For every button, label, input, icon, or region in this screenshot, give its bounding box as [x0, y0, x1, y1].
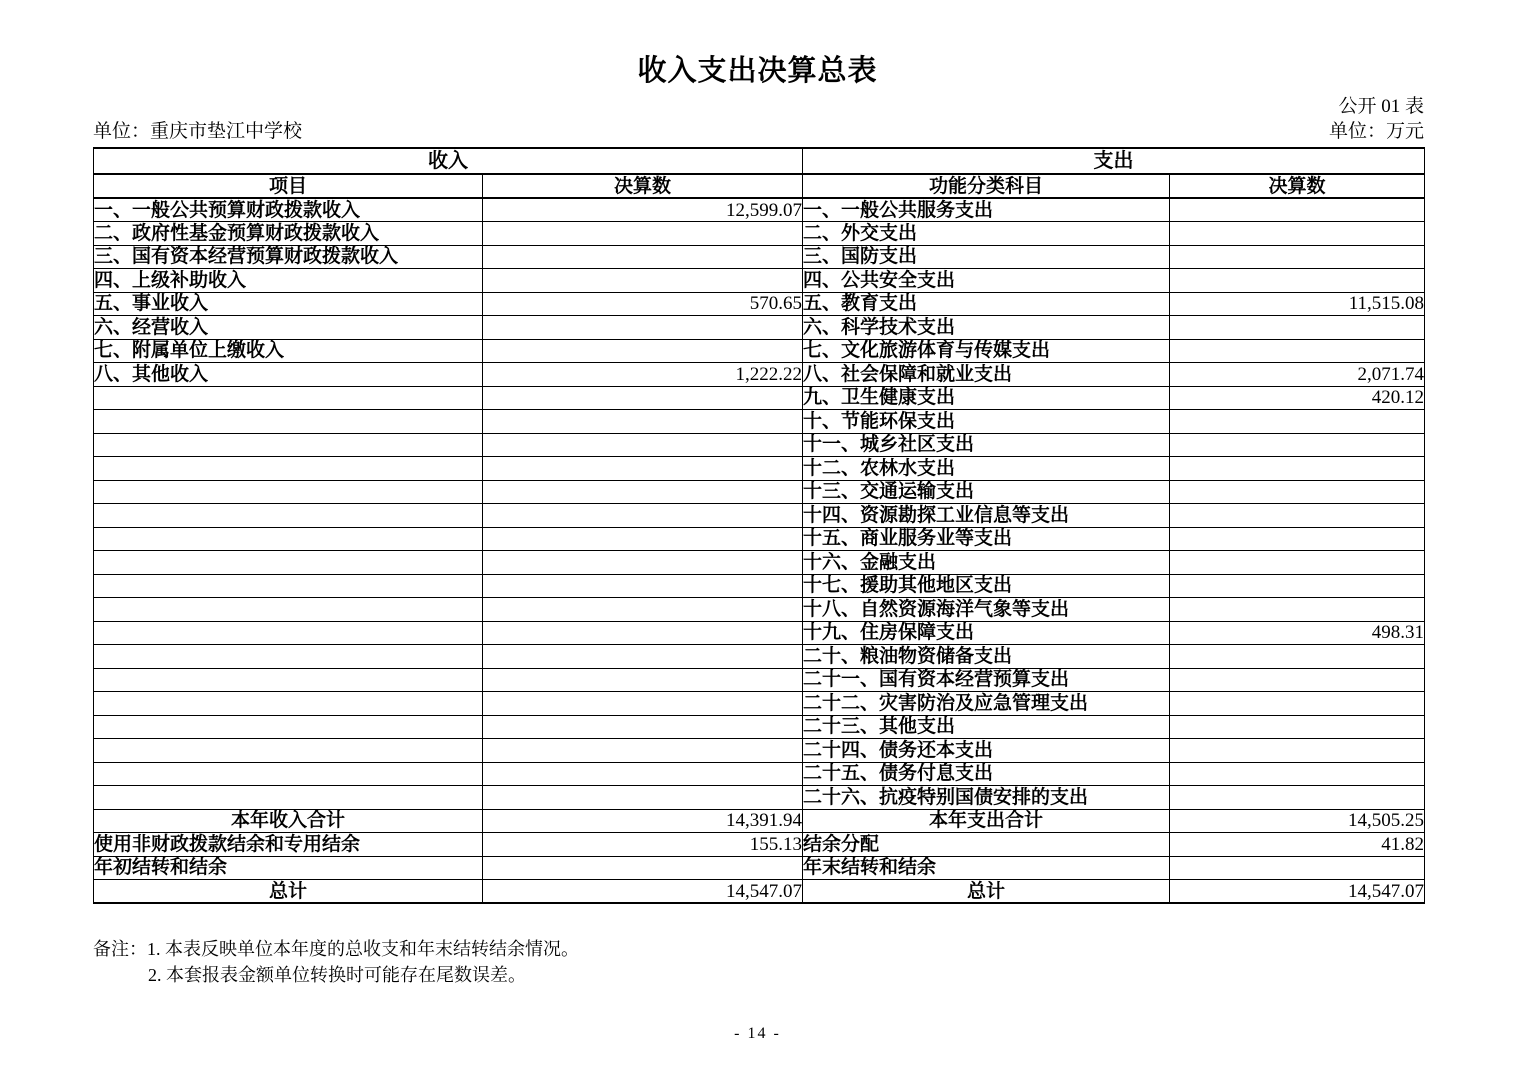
income-value-cell — [483, 386, 803, 410]
income-item-cell — [94, 480, 483, 504]
income-value-cell — [483, 410, 803, 434]
expense-item-cell: 十一、城乡社区支出 — [803, 433, 1170, 457]
income-value-cell — [483, 551, 803, 575]
income-value-cell — [483, 269, 803, 293]
expense-value-cell — [1170, 715, 1425, 739]
table-row — [94, 551, 1425, 575]
expense-item-cell: 十八、自然资源海洋气象等支出 — [803, 598, 1170, 622]
income-item-cell — [94, 457, 483, 481]
income-item-cell: 本年收入合计 — [94, 809, 483, 833]
unit-label: 单位：重庆市垫江中学校 — [93, 121, 303, 142]
income-value-cell — [483, 527, 803, 551]
table-row — [94, 480, 1425, 504]
income-item-cell: 七、附属单位上缴收入 — [94, 339, 483, 363]
income-item-cell: 五、事业收入 — [94, 292, 483, 316]
expense-item-cell: 结余分配 — [803, 833, 1170, 857]
income-value-header: 决算数 — [483, 174, 803, 198]
income-value-cell — [483, 598, 803, 622]
income-item-cell — [94, 786, 483, 810]
income-item-cell — [94, 527, 483, 551]
expense-value-cell: 420.12 — [1170, 386, 1425, 410]
income-value-cell: 14,391.94 — [483, 809, 803, 833]
income-item-cell: 年初结转和结余 — [94, 856, 483, 880]
income-value-cell — [483, 692, 803, 716]
expense-item-cell: 五、教育支出 — [803, 292, 1170, 316]
expense-item-cell: 一、一般公共服务支出 — [803, 198, 1170, 222]
income-item-cell — [94, 762, 483, 786]
table-row — [94, 339, 1425, 363]
expense-item-cell: 十六、金融支出 — [803, 551, 1170, 575]
income-item-cell — [94, 621, 483, 645]
expense-item-cell: 二十四、债务还本支出 — [803, 739, 1170, 763]
income-item-cell: 四、上级补助收入 — [94, 269, 483, 293]
table-column-header-row — [94, 174, 1425, 198]
expense-value-cell: 41.82 — [1170, 833, 1425, 857]
table-row — [94, 245, 1425, 269]
expense-item-cell: 二十六、抗疫特别国债安排的支出 — [803, 786, 1170, 810]
expense-item-cell: 十、节能环保支出 — [803, 410, 1170, 434]
expense-item-cell: 八、社会保障和就业支出 — [803, 363, 1170, 387]
expense-value-cell — [1170, 480, 1425, 504]
expense-item-cell: 二十三、其他支出 — [803, 715, 1170, 739]
income-value-cell: 14,547.07 — [483, 880, 803, 904]
table-code: 公开 01 表 — [1338, 96, 1424, 117]
expense-item-cell: 十三、交通运输支出 — [803, 480, 1170, 504]
table-footer-row — [94, 880, 1425, 904]
expense-value-cell — [1170, 762, 1425, 786]
expense-item-cell: 十二、农林水支出 — [803, 457, 1170, 481]
table-row — [94, 786, 1425, 810]
income-value-cell — [483, 786, 803, 810]
table-row — [94, 386, 1425, 410]
income-section-header: 收入 — [94, 148, 803, 174]
income-value-cell — [483, 433, 803, 457]
table-row — [94, 762, 1425, 786]
expense-value-cell: 498.31 — [1170, 621, 1425, 645]
page-number: - 14 - — [734, 1025, 781, 1042]
income-value-cell — [483, 668, 803, 692]
expense-value-cell — [1170, 574, 1425, 598]
income-value-cell: 155.13 — [483, 833, 803, 857]
expense-item-cell: 总计 — [803, 880, 1170, 904]
income-item-cell: 一、一般公共预算财政拨款收入 — [94, 198, 483, 222]
income-item-cell — [94, 504, 483, 528]
income-value-cell — [483, 245, 803, 269]
table-row — [94, 269, 1425, 293]
income-item-cell: 二、政府性基金预算财政拨款收入 — [94, 222, 483, 246]
income-item-cell — [94, 551, 483, 575]
income-value-cell: 570.65 — [483, 292, 803, 316]
expense-item-cell: 六、科学技术支出 — [803, 316, 1170, 340]
income-item-cell: 八、其他收入 — [94, 363, 483, 387]
table-row — [94, 292, 1425, 316]
expense-item-cell: 三、国防支出 — [803, 245, 1170, 269]
income-item-header: 项目 — [94, 174, 483, 198]
income-item-cell: 三、国有资本经营预算财政拨款收入 — [94, 245, 483, 269]
income-value-cell — [483, 504, 803, 528]
income-value-cell: 12,599.07 — [483, 198, 803, 222]
table-row — [94, 316, 1425, 340]
income-item-cell — [94, 386, 483, 410]
income-value-cell — [483, 715, 803, 739]
table-row — [94, 410, 1425, 434]
expense-item-cell: 四、公共安全支出 — [803, 269, 1170, 293]
table-row — [94, 645, 1425, 669]
table-row — [94, 504, 1425, 528]
expense-value-cell — [1170, 316, 1425, 340]
table-row — [94, 668, 1425, 692]
page-title: 收入支出决算总表 — [637, 55, 878, 87]
expense-value-cell: 14,547.07 — [1170, 880, 1425, 904]
expense-value-header: 决算数 — [1170, 174, 1425, 198]
income-value-cell — [483, 621, 803, 645]
income-item-cell — [94, 598, 483, 622]
expense-value-cell — [1170, 551, 1425, 575]
currency-label: 单位：万元 — [1328, 121, 1424, 142]
income-value-cell — [483, 762, 803, 786]
table-row — [94, 692, 1425, 716]
expense-item-cell: 九、卫生健康支出 — [803, 386, 1170, 410]
expense-value-cell: 14,505.25 — [1170, 809, 1425, 833]
expense-value-cell — [1170, 856, 1425, 880]
table-row — [94, 433, 1425, 457]
table-row — [94, 198, 1425, 222]
table-footer-row — [94, 856, 1425, 880]
table-body — [94, 198, 1425, 903]
income-value-cell — [483, 339, 803, 363]
income-value-cell — [483, 856, 803, 880]
meta-line — [93, 120, 1424, 143]
table-row — [94, 715, 1425, 739]
income-item-cell — [94, 645, 483, 669]
table-section-header-row — [94, 148, 1425, 174]
expense-value-cell — [1170, 222, 1425, 246]
table-row — [94, 739, 1425, 763]
income-value-cell: 1,222.22 — [483, 363, 803, 387]
table-row — [94, 457, 1425, 481]
expense-value-cell: 11,515.08 — [1170, 292, 1425, 316]
expense-item-cell: 十九、住房保障支出 — [803, 621, 1170, 645]
income-value-cell — [483, 645, 803, 669]
footnotes — [93, 936, 1515, 988]
income-item-cell — [94, 668, 483, 692]
expense-item-cell: 七、文化旅游体育与传媒支出 — [803, 339, 1170, 363]
table-footer-row — [94, 833, 1425, 857]
expense-value-cell: 2,071.74 — [1170, 363, 1425, 387]
income-item-cell — [94, 715, 483, 739]
income-value-cell — [483, 457, 803, 481]
expense-value-cell — [1170, 339, 1425, 363]
table-row — [94, 363, 1425, 387]
income-value-cell — [483, 480, 803, 504]
expense-item-cell: 二十二、灾害防治及应急管理支出 — [803, 692, 1170, 716]
income-value-cell — [483, 222, 803, 246]
expense-item-cell: 十四、资源勘探工业信息等支出 — [803, 504, 1170, 528]
table-row — [94, 598, 1425, 622]
expense-value-cell — [1170, 457, 1425, 481]
expense-value-cell — [1170, 504, 1425, 528]
summary-table — [93, 147, 1425, 904]
expense-value-cell — [1170, 645, 1425, 669]
income-item-cell: 六、经营收入 — [94, 316, 483, 340]
expense-section-header: 支出 — [803, 148, 1425, 174]
table-row — [94, 574, 1425, 598]
expense-value-cell — [1170, 245, 1425, 269]
income-item-cell: 总计 — [94, 880, 483, 904]
expense-item-cell: 十七、援助其他地区支出 — [803, 574, 1170, 598]
table-footer-row — [94, 809, 1425, 833]
income-item-cell — [94, 433, 483, 457]
expense-value-cell — [1170, 786, 1425, 810]
expense-item-cell: 十五、商业服务业等支出 — [803, 527, 1170, 551]
income-value-cell — [483, 739, 803, 763]
expense-item-header: 功能分类科目 — [803, 174, 1170, 198]
table-row — [94, 527, 1425, 551]
income-item-cell — [94, 739, 483, 763]
expense-value-cell — [1170, 410, 1425, 434]
income-item-cell — [94, 692, 483, 716]
income-value-cell — [483, 574, 803, 598]
expense-value-cell — [1170, 527, 1425, 551]
table-row — [94, 222, 1425, 246]
expense-value-cell — [1170, 692, 1425, 716]
expense-item-cell: 二十一、国有资本经营预算支出 — [803, 668, 1170, 692]
income-item-cell: 使用非财政拨款结余和专用结余 — [94, 833, 483, 857]
footnote-2: 2. 本套报表金额单位转换时可能存在尾数误差。 — [148, 965, 526, 985]
expense-value-cell — [1170, 433, 1425, 457]
expense-value-cell — [1170, 739, 1425, 763]
expense-item-cell: 二十、粮油物资储备支出 — [803, 645, 1170, 669]
income-item-cell — [94, 410, 483, 434]
table-row — [94, 621, 1425, 645]
income-item-cell — [94, 574, 483, 598]
expense-item-cell: 年末结转和结余 — [803, 856, 1170, 880]
expense-item-cell: 二、外交支出 — [803, 222, 1170, 246]
expense-item-cell: 二十五、债务付息支出 — [803, 762, 1170, 786]
expense-item-cell: 本年支出合计 — [803, 809, 1170, 833]
expense-value-cell — [1170, 668, 1425, 692]
footnote-1: 备注：1. 本表反映单位本年度的总收支和年末结转结余情况。 — [93, 939, 579, 959]
expense-value-cell — [1170, 269, 1425, 293]
income-value-cell — [483, 316, 803, 340]
table-code-line — [93, 95, 1424, 118]
expense-value-cell — [1170, 198, 1425, 222]
expense-value-cell — [1170, 598, 1425, 622]
